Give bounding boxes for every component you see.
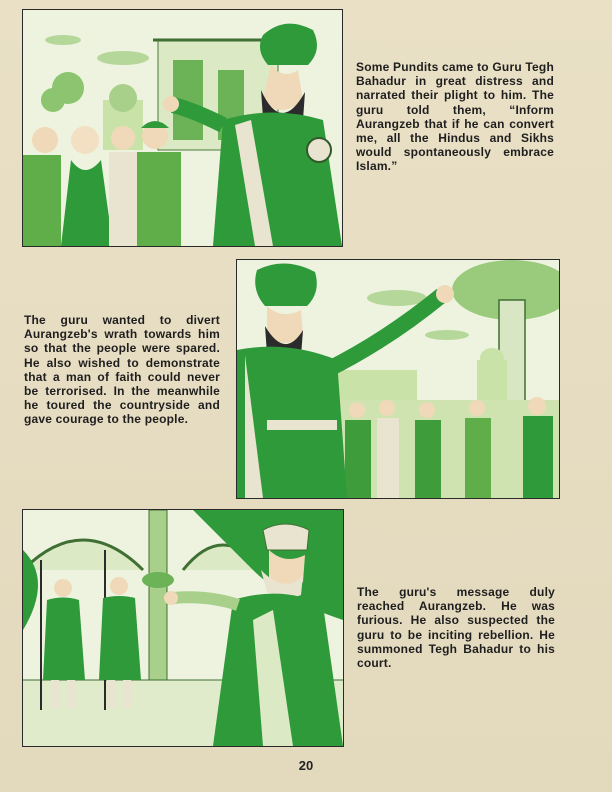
illustration-panel-aurangzeb-court [22, 509, 344, 747]
caption-panel-2: The guru wanted to divert Aurangzeb's wrath towards him so that the people were spared. He also wished to demonstrate that a man of faith could never be terrorised. In the meanwhile he toured the countryside and gave courage to the people. [24, 313, 220, 427]
illustration-guru-touring-countryside [237, 260, 559, 498]
illustration-guru-with-pundits [23, 10, 342, 246]
caption-panel-1: Some Pundits came to Guru Tegh Bahadur in great distress and narrated their plight to him. The guru told them, “Inform Aurangzeb that if he can convert me, all the Hindus and Sikhs would spontaneously embrace Islam.” [356, 60, 554, 174]
illustration-aurangzeb-court [23, 510, 343, 746]
illustration-panel-guru-with-pundits [22, 9, 343, 247]
illustration-panel-guru-touring-countryside [236, 259, 560, 499]
page-number: 20 [298, 758, 314, 773]
caption-panel-3: The guru's message duly reached Aurangzeb. He was furious. He also suspected the guru to be inciting rebellion. He summoned Tegh Bahadur to his court. [357, 585, 555, 671]
